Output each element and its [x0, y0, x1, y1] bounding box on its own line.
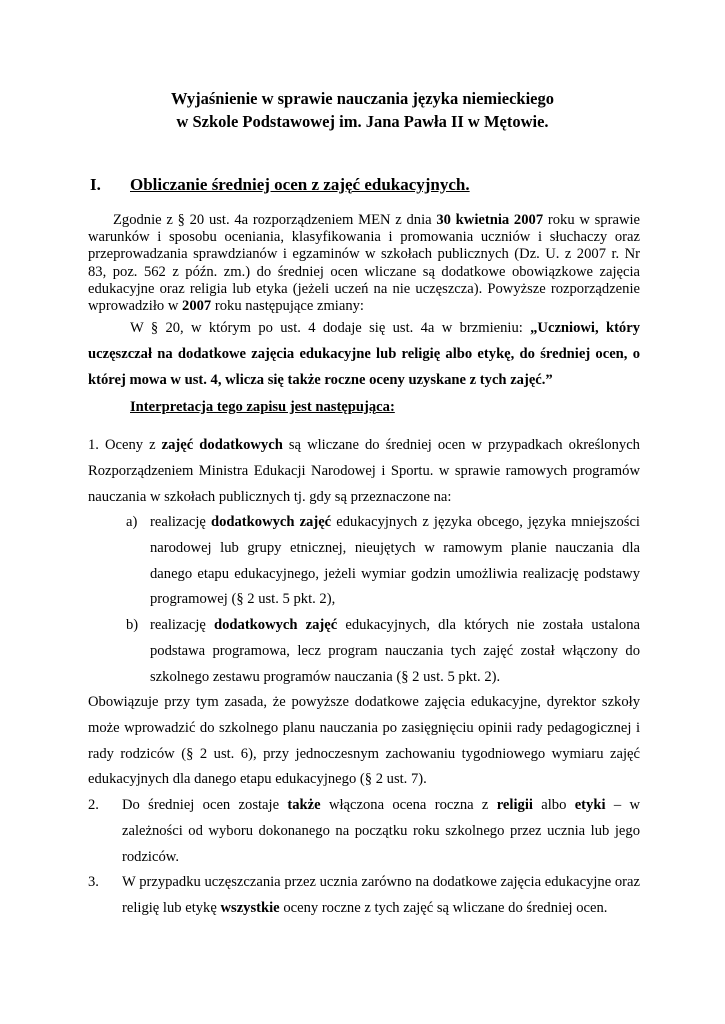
text: albo [532, 797, 575, 813]
text: edukacyjnych, dla których nie została ustalona podstawa programowa, lecz program nauczania tych zajęć został włączony do szkolnego zestawu programów nauczania (§ 2 ust. 5 pkt. 2). [150, 617, 640, 685]
point-number: 2. [88, 797, 99, 813]
date-bold: 30 kwietnia 2007 [436, 212, 544, 228]
quoted-provision: „Uczniowi, który uczęszczał na dodatkowe zajęcia edukacyjne lub religię albo etykę, do średniej ocen, o której mowa w ust. 4, wlicza się także roczne oceny uzyskane z tych zajęć.” [88, 320, 640, 388]
list-item-b [88, 613, 640, 690]
point-2 [88, 793, 640, 870]
list-marker: a) [126, 514, 138, 530]
year-bold: 2007 [182, 298, 212, 315]
text: włączona ocena roczna z [320, 797, 497, 813]
text: 1. Oceny z [88, 437, 162, 453]
text-bold: etyki [574, 797, 606, 813]
text: W § 20, w którym po ust. 4 dodaje się ust. 4a w brzmieniu: [130, 320, 531, 336]
text: realizację [150, 617, 214, 633]
text-bold: także [287, 797, 321, 813]
list-item-a [88, 510, 640, 613]
paragraph-regulation [88, 212, 640, 315]
document-title-line-1: Wyjaśnienie w sprawie nauczania języka niemieckiego [171, 89, 554, 108]
text: roku w sprawie warunków i sposobu oceniania, klasyfikowania i promowania uczniów i słuchaczy oraz przeprowadzania sprawdzianów i egzaminów w szkołach publicznych (Dz. U. z 2007 r. Nr 83, poz. 562 z późn. zm.) do średniej ocen wliczane są dodatkowe obowiązkowe zajęcia edukacyjne oraz religia lub etyka (jeżeli uczeń na nie uczęszcza). Powyższe rozporządzenie wprowadziło w [88, 212, 641, 315]
interpretation-heading: Interpretacja tego zapisu jest następująca: [130, 399, 395, 415]
point-3 [88, 870, 640, 922]
text: są wliczane do średniej ocen w przypadkach określonych Rozporządzeniem Ministra Edukacji Narodowej i Sportu. w sprawie ramowych programów nauczania w szkołach publicznych tj. gdy są przeznaczone na: [88, 437, 640, 505]
text: Zgodnie z § 20 ust. 4a rozporządzeniem MEN z dnia [113, 212, 437, 228]
text-bold: wszystkie [220, 899, 280, 916]
text-bold: dodatkowych zajęć [210, 514, 332, 530]
paragraph-amendment [88, 315, 640, 393]
point-number: 3. [88, 874, 99, 890]
text: roku następujące zmiany: [211, 298, 364, 315]
text: W przypadku uczęszczania przez ucznia zarówno na dodatkowe zajęcia edukacyjne oraz religię lub etykę [122, 874, 640, 916]
document-title-line-2: w Szkole Podstawowej im. Jana Pawła II w Mętowie. [176, 112, 549, 131]
point-1 [88, 433, 640, 510]
text-bold: zajęć dodatkowych [161, 437, 283, 453]
text: realizację [150, 514, 211, 530]
text: oceny roczne z tych zajęć są wliczane do średniej ocen. [279, 899, 608, 916]
section-number: I. [90, 175, 101, 194]
text: – w zależności od wyboru dokonanego na początku roku szkolnego przez ucznia lub jego rodziców. [122, 797, 640, 865]
section-title: Obliczanie średniej ocen z zajęć edukacyjnych. [130, 175, 470, 194]
list-marker: b) [126, 617, 139, 633]
section-heading [90, 175, 470, 195]
text: edukacyjnych z języka obcego, języka mniejszości narodowej lub grupy etnicznej, nieujętych w ramowym planie nauczania dla danego etapu edukacyjnego, jeżeli wymiar godzin umożliwia realizację podstawy programowej (§ 2 ust. 5 pkt. 2), [150, 514, 640, 608]
paragraph-rule: Obowiązuje przy tym zasada, że powyższe dodatkowe zajęcia edukacyjne, dyrektor szkoły może wprowadzić do szkolnego planu nauczania po zasięgnięciu opinii rady pedagogicznej i rady rodziców (§ 2 ust. 6), przy jednoczesnym zachowaniu tygodniowego wymiaru zajęć edukacyjnych dla danego etapu edukacyjnego (§ 2 ust. 7). [88, 694, 640, 788]
text-bold: dodatkowych zajęć [214, 617, 338, 633]
text: Do średniej ocen zostaje [122, 797, 288, 813]
text-bold: religii [496, 797, 533, 813]
